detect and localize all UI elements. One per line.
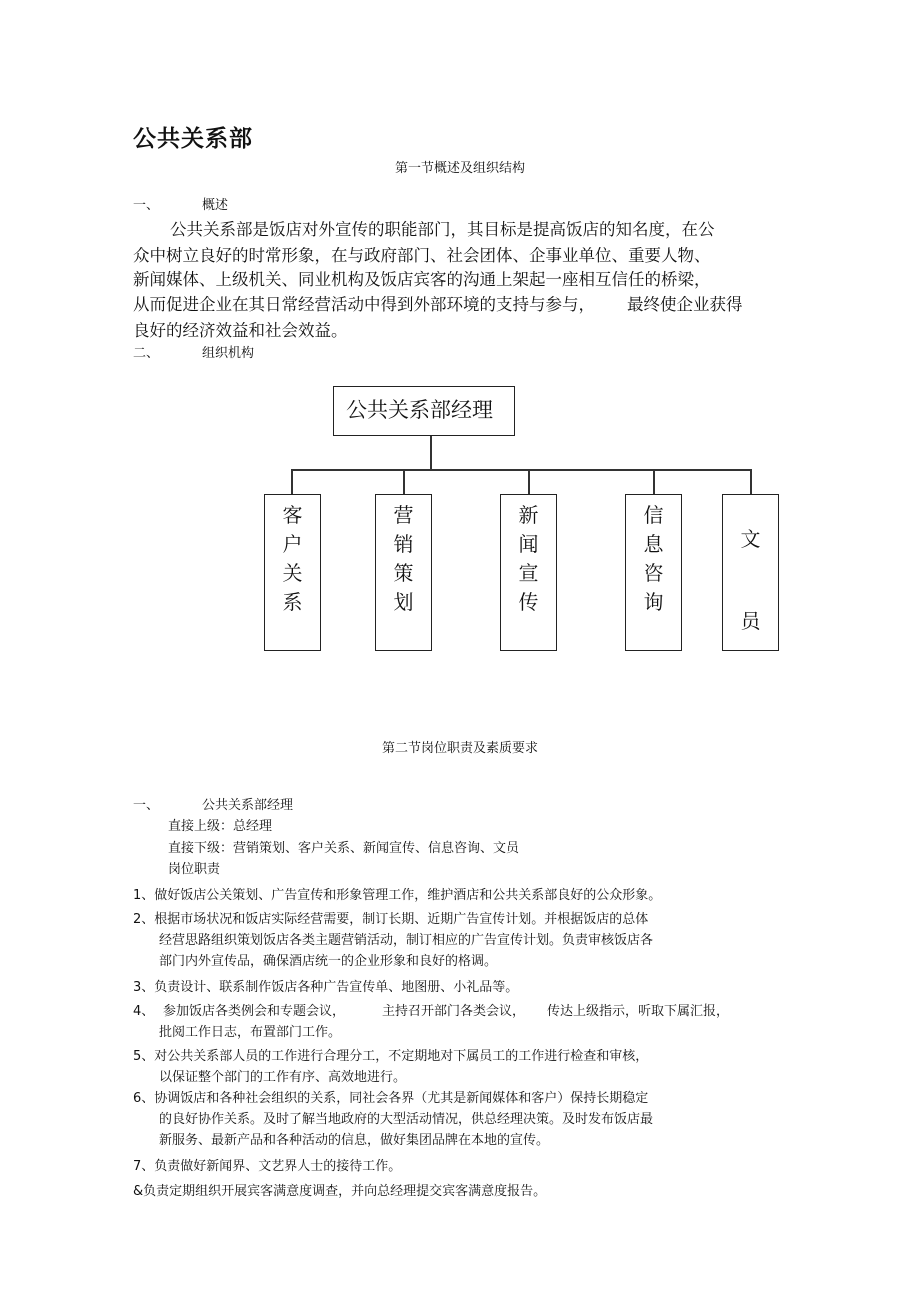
org-dept-char: 信 xyxy=(643,503,664,527)
org-dept-box-marketing xyxy=(375,494,432,651)
part-1-label: 概述 xyxy=(202,198,229,213)
overview-line: 新闻媒体、上级机关、同业机构及饭店宾客的沟通上架起一座相互信任的桥梁， xyxy=(133,270,711,289)
duty-line: 新服务、最新产品和各种活动的信息，做好集团品牌在本地的宣传。 xyxy=(159,1133,550,1148)
duty-line: 的良好协作关系。及时了解当地政府的大型活动情况，供总经理决策。及时发布饭店最 xyxy=(159,1112,654,1127)
org-dept-char: 询 xyxy=(643,590,664,614)
org-manager-label: 公共关系部经理 xyxy=(346,398,493,422)
org-connector xyxy=(430,436,432,470)
org-dept-char: 闻 xyxy=(518,532,539,556)
org-connector xyxy=(291,469,751,471)
duty-line: &负责定期组织开展宾客满意度调查，并向总经理提交宾客满意度报告。 xyxy=(133,1184,547,1199)
org-dept-char: 营 xyxy=(393,503,414,527)
org-dept-char: 系 xyxy=(282,590,303,614)
duties-heading: 岗位职责 xyxy=(168,862,221,877)
overview-line: 从而促进企业在其日常经营活动中得到外部环境的支持与参与， xyxy=(133,295,595,314)
duty-line: 1、做好饭店公关策划、广告宣传和形象管理工作，维护酒店和公共关系部良好的公众形象。 xyxy=(133,888,662,903)
part-1-number: 一、 xyxy=(133,198,160,213)
duty-line: 以保证整个部门的工作有序、高效地进行。 xyxy=(159,1070,407,1085)
duty-line: 参加饭店各类例会和专题会议， xyxy=(163,1004,346,1019)
duty-line: 6、协调饭店和各种社会组织的关系，同社会各界（尤其是新闻媒体和客户）保持长期稳定 xyxy=(133,1091,649,1106)
org-dept-box-customer-relations xyxy=(264,494,321,651)
duty-line: 批阅工作日志，布置部门工作。 xyxy=(159,1025,342,1040)
org-dept-char: 咨 xyxy=(643,561,664,585)
duty-line: 部门内外宣传品，确保酒店统一的企业形象和良好的格调。 xyxy=(159,954,498,969)
org-connector xyxy=(403,469,405,494)
org-connector xyxy=(653,469,655,494)
org-dept-char: 传 xyxy=(518,590,539,614)
direct-superior: 直接上级：总经理 xyxy=(168,819,273,834)
overview-line: 良好的经济效益和社会效益。 xyxy=(133,321,348,340)
direct-subordinates: 直接下级：营销策划、客户关系、新闻宣传、信息咨询、文员 xyxy=(168,841,520,856)
part-2-number: 二、 xyxy=(133,346,160,361)
duty-line: 主持召开部门各类会议， xyxy=(382,1004,526,1019)
duty-line: 经营思路组织策划饭店各类主题营销活动，制订相应的广告宣传计划。负责审核饭店各 xyxy=(159,933,654,948)
role-title: 公共关系部经理 xyxy=(202,798,294,813)
org-dept-char: 划 xyxy=(393,590,414,614)
org-connector xyxy=(291,469,293,494)
org-dept-box-clerk xyxy=(722,494,779,651)
part-2-label: 组织机构 xyxy=(202,346,255,361)
section-2-heading: 第二节岗位职责及素质要求 xyxy=(381,741,538,756)
duty-line: 5、对公共关系部人员的工作进行合理分工，不定期地对下属员工的工作进行检查和审核， xyxy=(133,1049,649,1064)
org-dept-char: 息 xyxy=(643,532,664,556)
overview-line: 公共关系部是饭店对外宣传的职能部门，其目标是提高饭店的知名度，在公 xyxy=(170,220,715,239)
org-dept-char: 客 xyxy=(282,503,303,527)
role-number: 一、 xyxy=(133,798,160,813)
org-dept-char: 销 xyxy=(393,532,414,556)
duty-line: 7、负责做好新闻界、文艺界人士的接待工作。 xyxy=(133,1159,402,1174)
overview-line: 最终使企业获得 xyxy=(627,295,743,314)
org-dept-char: 策 xyxy=(393,561,414,585)
duty-line: 传达上级指示，听取下属汇报， xyxy=(547,1004,730,1019)
duty-line: 3、负责设计、联系制作饭店各种广告宣传单、地图册、小礼品等。 xyxy=(133,980,519,995)
org-dept-char: 新 xyxy=(518,503,539,527)
org-dept-char: 户 xyxy=(282,532,303,556)
org-dept-char: 文 xyxy=(740,527,761,551)
org-dept-box-news-publicity xyxy=(500,494,557,651)
org-dept-char: 宣 xyxy=(518,561,539,585)
org-dept-char: 员 xyxy=(740,609,761,633)
overview-line: 众中树立良好的时常形象，在与政府部门、社会团体、企事业单位、重要人物、 xyxy=(133,246,711,265)
org-manager-box xyxy=(333,386,515,436)
org-dept-box-info-consulting xyxy=(625,494,682,651)
section-1-heading: 第一节概述及组织结构 xyxy=(394,161,525,176)
duty-line: 2、根据市场状况和饭店实际经营需要，制订长期、近期广告宣传计划。并根据饭店的总体 xyxy=(133,912,649,927)
org-connector xyxy=(750,469,752,494)
duty-line: 4、 xyxy=(133,1004,155,1019)
org-connector xyxy=(528,469,530,494)
page-title: 公共关系部 xyxy=(133,126,253,152)
org-dept-char: 关 xyxy=(282,561,303,585)
